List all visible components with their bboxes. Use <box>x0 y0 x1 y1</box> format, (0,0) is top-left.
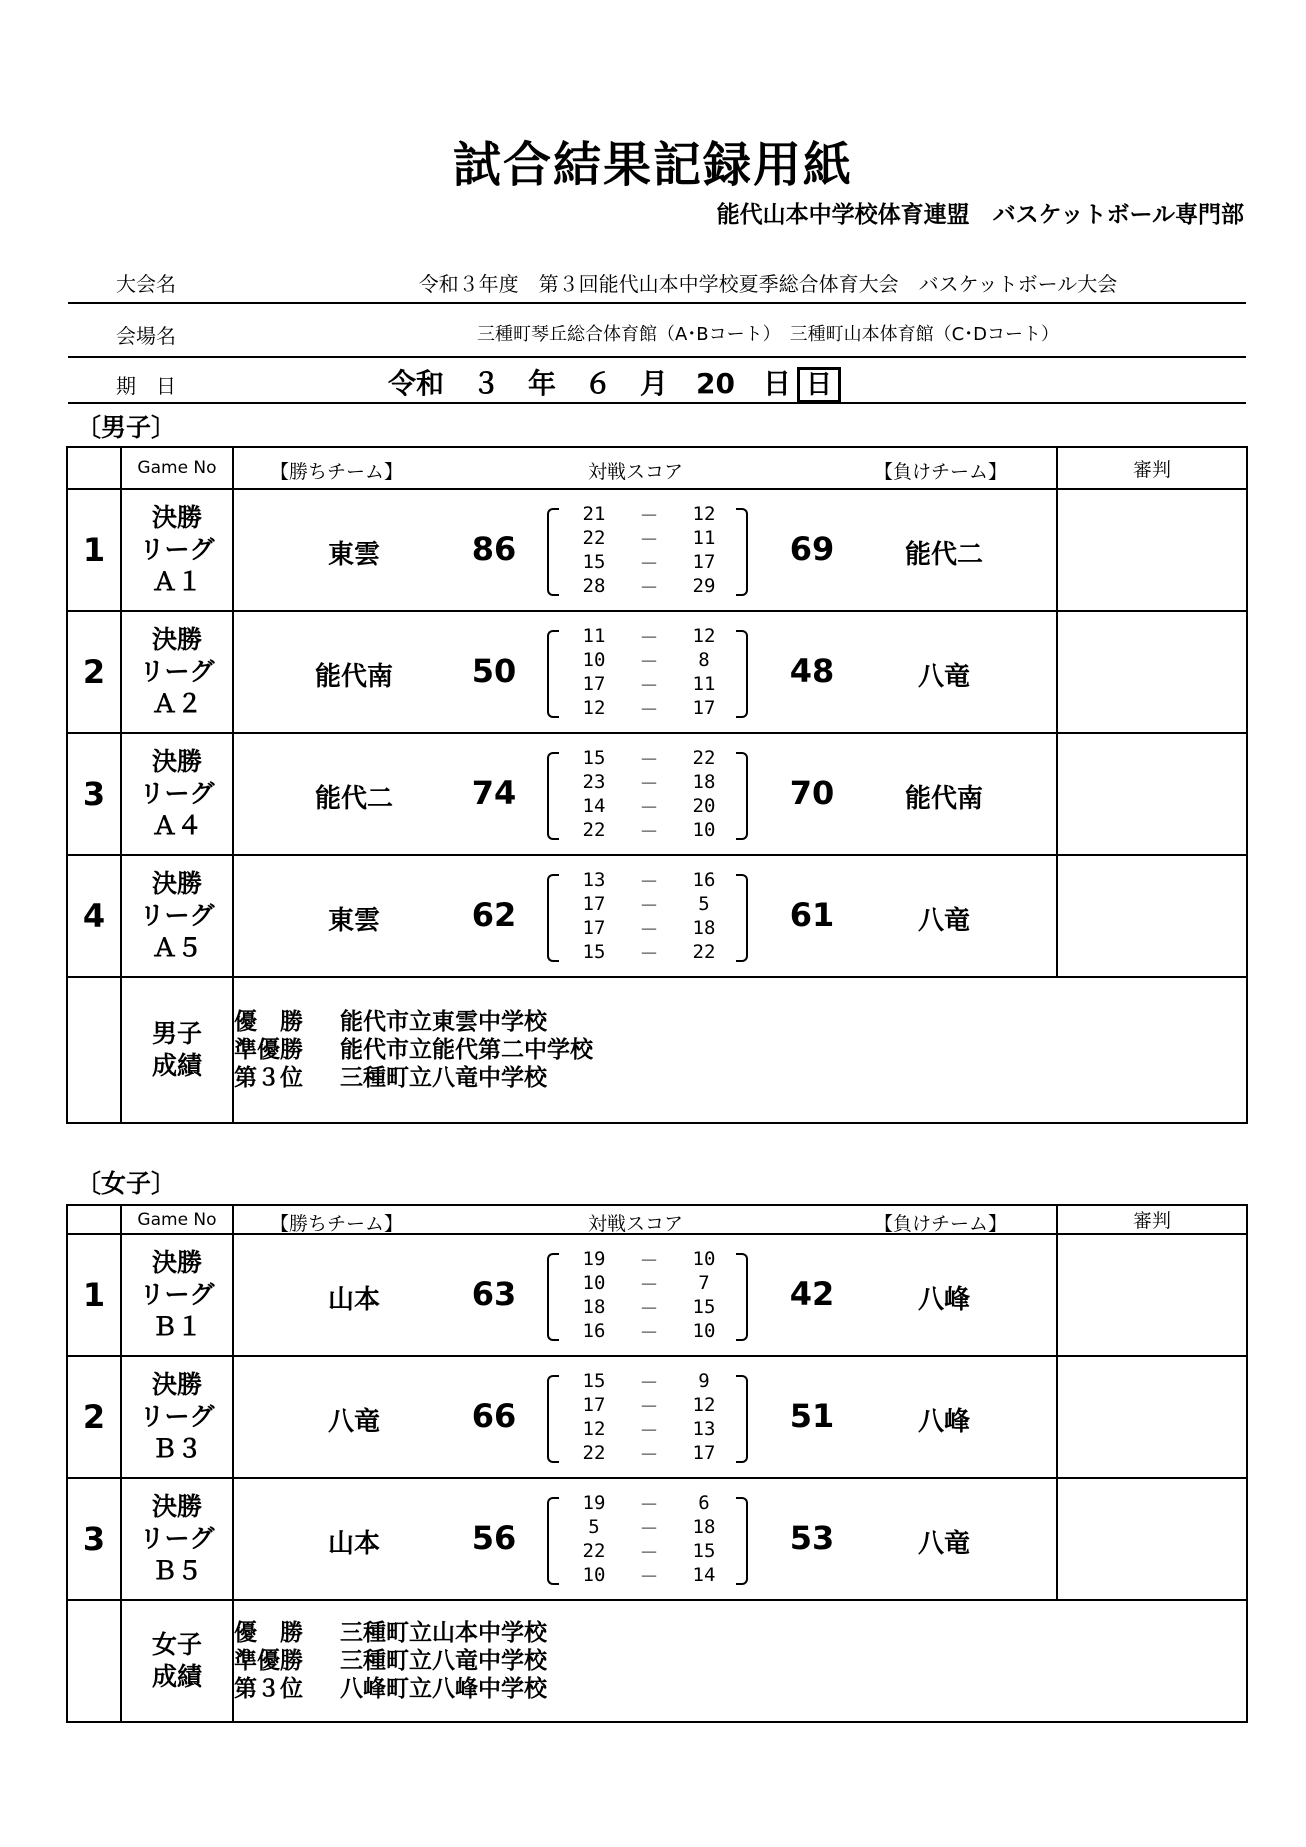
loser-team: 能代南 <box>904 784 983 814</box>
winner-team: 山本 <box>327 1529 380 1559</box>
period-loser-score: 20 <box>692 795 716 817</box>
period-winner-score: 17 <box>582 917 606 939</box>
period-winner-score: 17 <box>582 893 606 915</box>
dash: － <box>639 1249 659 1272</box>
winner-score: 50 <box>471 652 517 690</box>
dash: － <box>639 698 659 721</box>
period-row <box>564 770 734 794</box>
period-loser-score: 15 <box>692 1296 716 1318</box>
standing-row: 準優勝 三種町立八竜中学校 <box>234 1648 547 1674</box>
period-loser-score: 17 <box>692 697 716 719</box>
header-num <box>67 1205 121 1234</box>
period-row <box>564 794 734 818</box>
period-row <box>564 746 734 770</box>
winner-team: 東雲 <box>327 906 380 936</box>
boys-results-table <box>66 446 1248 1124</box>
standing-row: 優 勝 能代市立東雲中学校 <box>234 1009 547 1035</box>
game-no: 決勝 リーグ Ａ５ <box>121 855 233 977</box>
loser-score: 42 <box>789 1275 835 1313</box>
dash: － <box>639 1517 659 1540</box>
period-winner-score: 14 <box>582 795 606 817</box>
header-game-no: Game No <box>121 1205 233 1234</box>
period-winner-score: 17 <box>582 673 606 695</box>
dash: － <box>639 1321 659 1344</box>
date-text: 令和 ３ 年 ６ 月 20 日 <box>388 367 791 400</box>
loser-team: 八竜 <box>917 662 970 692</box>
dash: － <box>639 1419 659 1442</box>
period-row <box>564 574 734 598</box>
period-loser-score: 18 <box>692 917 716 939</box>
winner-score: 63 <box>471 1275 517 1313</box>
loser-team: 八峰 <box>917 1285 970 1315</box>
loser-score: 61 <box>789 896 835 934</box>
period-row <box>564 1247 734 1271</box>
winner-score: 56 <box>471 1519 517 1557</box>
match-cell <box>233 611 1057 733</box>
period-loser-score: 18 <box>692 1516 716 1538</box>
match-number: 1 <box>67 489 121 611</box>
period-row <box>564 648 734 672</box>
date-label: 期 日 <box>116 374 176 398</box>
organizer: 能代山本中学校体育連盟 バスケットボール専門部 <box>716 202 1244 228</box>
period-loser-score: 12 <box>692 1394 716 1416</box>
header-referee: 審判 <box>1057 447 1247 489</box>
match-number: 4 <box>67 855 121 977</box>
loser-score: 69 <box>789 530 835 568</box>
dash: － <box>639 748 659 771</box>
period-scores <box>564 502 734 598</box>
period-row <box>564 624 734 648</box>
dash: － <box>639 796 659 819</box>
match-row <box>67 1356 1247 1478</box>
left-bracket <box>547 874 559 962</box>
right-bracket <box>736 1497 748 1585</box>
period-loser-score: 16 <box>692 869 716 891</box>
period-loser-score: 14 <box>692 1564 716 1586</box>
venue-row <box>68 310 1246 358</box>
period-loser-score: 17 <box>692 1442 716 1464</box>
match-number: 2 <box>67 1356 121 1478</box>
match-row <box>67 489 1247 611</box>
header-match <box>233 1205 1057 1234</box>
match-row <box>67 1478 1247 1600</box>
tournament-row <box>68 258 1246 304</box>
right-bracket <box>736 508 748 596</box>
girls-standings <box>233 1600 1247 1722</box>
period-winner-score: 5 <box>588 1516 600 1538</box>
match-cell <box>233 1356 1057 1478</box>
winner-score: 66 <box>471 1397 517 1435</box>
dash: － <box>639 626 659 649</box>
period-winner-score: 12 <box>582 697 606 719</box>
header-referee: 審判 <box>1057 1205 1247 1234</box>
loser-team: 能代二 <box>904 540 983 570</box>
period-winner-score: 15 <box>582 941 606 963</box>
period-winner-score: 19 <box>582 1492 606 1514</box>
right-bracket <box>736 1253 748 1341</box>
dash: － <box>639 552 659 575</box>
period-loser-score: 18 <box>692 771 716 793</box>
girls-results-table <box>66 1204 1248 1723</box>
match-number: 2 <box>67 611 121 733</box>
period-loser-score: 17 <box>692 551 716 573</box>
venue-label: 会場名 <box>116 324 176 348</box>
dash: － <box>639 918 659 941</box>
right-bracket <box>736 1375 748 1463</box>
dash: － <box>639 870 659 893</box>
referee-cell <box>1057 489 1247 611</box>
header-game-no: Game No <box>121 447 233 489</box>
period-loser-score: 11 <box>692 527 716 549</box>
dash: － <box>639 1297 659 1320</box>
period-loser-score: 22 <box>692 747 716 769</box>
period-row <box>564 502 734 526</box>
period-row <box>564 672 734 696</box>
standing-row: 準優勝 能代市立能代第二中学校 <box>234 1037 593 1063</box>
period-scores <box>564 1369 734 1465</box>
period-row <box>564 1295 734 1319</box>
period-loser-score: 7 <box>698 1272 710 1294</box>
period-loser-score: 12 <box>692 625 716 647</box>
match-row <box>67 611 1247 733</box>
period-winner-score: 22 <box>582 1442 606 1464</box>
page-title: 試合結果記録用紙 <box>452 137 853 193</box>
loser-team: 八竜 <box>917 1529 970 1559</box>
header-num <box>67 447 121 489</box>
boys-standings-row <box>67 977 1247 1123</box>
tournament-value: 令和３年度 第３回能代山本中学校夏季総合体育大会 バスケットボール大会 <box>418 272 1118 296</box>
dash: － <box>639 1565 659 1588</box>
dash: － <box>639 1395 659 1418</box>
match-cell <box>233 1478 1057 1600</box>
period-row <box>564 1563 734 1587</box>
referee-cell <box>1057 1356 1247 1478</box>
boys-section-label: 〔男子〕 <box>76 413 177 442</box>
period-winner-score: 15 <box>582 551 606 573</box>
venue-value: 三種町琴丘総合体育館（A･Bコート） 三種町山本体育館（C･Dコート） <box>476 324 1060 345</box>
winner-team: 八竜 <box>327 1407 380 1437</box>
period-winner-score: 15 <box>582 747 606 769</box>
dash: － <box>639 942 659 965</box>
period-winner-score: 28 <box>582 575 606 597</box>
period-row <box>564 818 734 842</box>
header-match <box>233 447 1057 489</box>
boys-standings <box>233 977 1247 1123</box>
winner-team: 山本 <box>327 1285 380 1315</box>
date-day: 日 <box>797 367 841 403</box>
period-scores <box>564 1491 734 1587</box>
period-winner-score: 10 <box>582 1564 606 1586</box>
game-no: 決勝 リーグ Ａ４ <box>121 733 233 855</box>
tournament-label: 大会名 <box>116 272 176 296</box>
header-loser: 【負けチーム】 <box>874 461 1008 483</box>
dash: － <box>639 576 659 599</box>
standing-row: 第３位 八峰町立八峰中学校 <box>234 1676 547 1702</box>
period-winner-score: 10 <box>582 1272 606 1294</box>
period-row <box>564 1271 734 1295</box>
left-bracket <box>547 630 559 718</box>
left-bracket <box>547 1497 559 1585</box>
header-winner: 【勝ちチーム】 <box>270 461 404 483</box>
dash: － <box>639 1273 659 1296</box>
left-bracket <box>547 1375 559 1463</box>
match-cell <box>233 489 1057 611</box>
dash: － <box>639 650 659 673</box>
period-loser-score: 10 <box>692 1320 716 1342</box>
left-bracket <box>547 508 559 596</box>
dash: － <box>639 1541 659 1564</box>
period-winner-score: 19 <box>582 1248 606 1270</box>
period-row <box>564 1417 734 1441</box>
game-no: 決勝 リーグ Ａ２ <box>121 611 233 733</box>
boys-result-label: 男子 成績 <box>121 977 233 1123</box>
period-loser-score: 13 <box>692 1418 716 1440</box>
period-winner-score: 12 <box>582 1418 606 1440</box>
period-winner-score: 16 <box>582 1320 606 1342</box>
period-row <box>564 940 734 964</box>
period-winner-score: 22 <box>582 819 606 841</box>
winner-team: 東雲 <box>327 540 380 570</box>
game-no: 決勝 リーグ Ｂ１ <box>121 1234 233 1356</box>
right-bracket <box>736 630 748 718</box>
game-no: 決勝 リーグ Ａ１ <box>121 489 233 611</box>
match-number: 3 <box>67 1478 121 1600</box>
dash: － <box>639 894 659 917</box>
header-loser: 【負けチーム】 <box>874 1212 1008 1235</box>
period-row <box>564 1515 734 1539</box>
referee-cell <box>1057 855 1247 977</box>
winner-team: 能代南 <box>314 662 393 692</box>
period-loser-score: 9 <box>698 1370 710 1392</box>
period-row <box>564 868 734 892</box>
girls-section-label: 〔女子〕 <box>76 1169 177 1198</box>
referee-cell <box>1057 611 1247 733</box>
period-winner-score: 17 <box>582 1394 606 1416</box>
period-loser-score: 11 <box>692 673 716 695</box>
match-cell <box>233 733 1057 855</box>
loser-score: 48 <box>789 652 835 690</box>
period-row <box>564 696 734 720</box>
period-winner-score: 22 <box>582 527 606 549</box>
period-row <box>564 550 734 574</box>
girls-result-label: 女子 成績 <box>121 1600 233 1722</box>
period-winner-score: 10 <box>582 649 606 671</box>
period-scores <box>564 1247 734 1343</box>
period-winner-score: 11 <box>582 625 606 647</box>
left-bracket <box>547 752 559 840</box>
standing-row: 第３位 三種町立八竜中学校 <box>234 1065 547 1091</box>
dash: － <box>639 772 659 795</box>
match-row <box>67 733 1247 855</box>
period-loser-score: 29 <box>692 575 716 597</box>
period-row <box>564 1393 734 1417</box>
period-loser-score: 5 <box>698 893 710 915</box>
match-cell <box>233 855 1057 977</box>
winner-score: 62 <box>471 896 517 934</box>
match-cell <box>233 1234 1057 1356</box>
dash: － <box>639 674 659 697</box>
dash: － <box>639 528 659 551</box>
match-number: 1 <box>67 1234 121 1356</box>
date-value <box>388 362 841 403</box>
game-no: 決勝 リーグ Ｂ５ <box>121 1478 233 1600</box>
period-row <box>564 1319 734 1343</box>
period-scores <box>564 868 734 964</box>
header-score: 対戦スコア <box>588 1212 684 1235</box>
period-row <box>564 1369 734 1393</box>
period-scores <box>564 624 734 720</box>
period-row <box>564 916 734 940</box>
dash: － <box>639 1371 659 1394</box>
girls-standings-row <box>67 1600 1247 1722</box>
winner-score: 74 <box>471 774 517 812</box>
period-winner-score: 18 <box>582 1296 606 1318</box>
period-loser-score: 10 <box>692 1248 716 1270</box>
period-row <box>564 526 734 550</box>
standing-row: 優 勝 三種町立山本中学校 <box>234 1620 547 1646</box>
period-winner-score: 15 <box>582 1370 606 1392</box>
match-row <box>67 1234 1247 1356</box>
referee-cell <box>1057 733 1247 855</box>
game-no: 決勝 リーグ Ｂ３ <box>121 1356 233 1478</box>
period-loser-score: 10 <box>692 819 716 841</box>
left-bracket <box>547 1253 559 1341</box>
loser-score: 51 <box>789 1397 835 1435</box>
header-winner: 【勝ちチーム】 <box>270 1212 404 1235</box>
right-bracket <box>736 874 748 962</box>
period-loser-score: 6 <box>698 1492 710 1514</box>
period-loser-score: 12 <box>692 503 716 525</box>
period-winner-score: 23 <box>582 771 606 793</box>
dash: － <box>639 1493 659 1516</box>
period-row <box>564 1441 734 1465</box>
period-winner-score: 22 <box>582 1540 606 1562</box>
match-row <box>67 855 1247 977</box>
boys-header-row <box>67 447 1247 489</box>
period-scores <box>564 746 734 842</box>
dash: － <box>639 1443 659 1466</box>
right-bracket <box>736 752 748 840</box>
period-loser-score: 22 <box>692 941 716 963</box>
referee-cell <box>1057 1478 1247 1600</box>
loser-team: 八竜 <box>917 906 970 936</box>
loser-score: 53 <box>789 1519 835 1557</box>
match-number: 3 <box>67 733 121 855</box>
period-winner-score: 21 <box>582 503 606 525</box>
winner-team: 能代二 <box>314 784 393 814</box>
period-row <box>564 1491 734 1515</box>
period-loser-score: 8 <box>698 649 710 671</box>
loser-team: 八峰 <box>917 1407 970 1437</box>
dash: － <box>639 504 659 527</box>
period-winner-score: 13 <box>582 869 606 891</box>
dash: － <box>639 820 659 843</box>
winner-score: 86 <box>471 530 517 568</box>
period-loser-score: 15 <box>692 1540 716 1562</box>
header-score: 対戦スコア <box>588 461 684 483</box>
period-row <box>564 1539 734 1563</box>
girls-header-row <box>67 1205 1247 1234</box>
referee-cell <box>1057 1234 1247 1356</box>
loser-score: 70 <box>789 774 835 812</box>
date-row <box>68 358 1246 404</box>
period-row <box>564 892 734 916</box>
